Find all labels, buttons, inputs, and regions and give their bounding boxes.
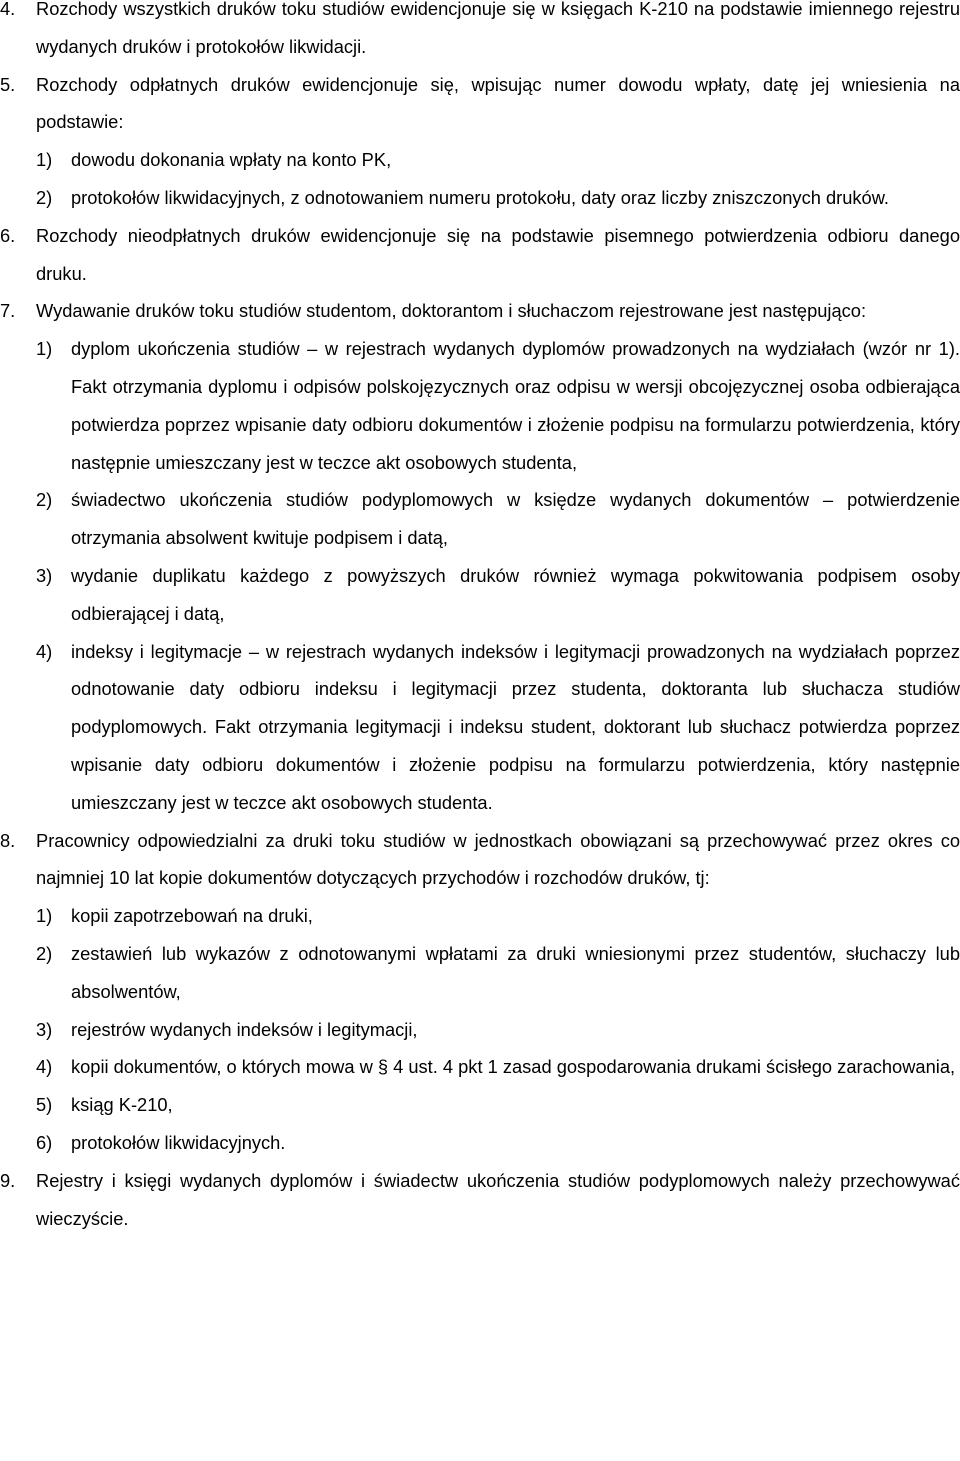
sub-item-number: 2)	[36, 489, 53, 511]
sub-item	[0, 633, 960, 822]
sub-item-text: świadectwo ukończenia studiów podyplomowych w księdze wydanych dokumentów – potwierdzenie otrzymania absolwent kwituje podpisem i datą,	[71, 489, 960, 549]
sub-item-number: 5)	[36, 1094, 53, 1116]
item-text: Pracownicy odpowiedzialni za druki toku studiów w jednostkach obowiązani są przechowywać przez okres co najmniej 10 lat kopie dokumentów dotyczących przychodów i rozchodów druków, tj:	[36, 829, 960, 889]
sub-item-number: 3)	[36, 564, 53, 586]
list-item-9	[0, 1162, 960, 1238]
sub-item-number: 6)	[36, 1131, 53, 1153]
sub-item-text: zestawień lub wykazów z odnotowanymi wpłatami za druki wniesionymi przez studentów, słuchaczy lub absolwentów,	[71, 942, 960, 1002]
sub-item	[0, 1048, 960, 1086]
sub-item	[0, 897, 960, 935]
sub-item	[0, 935, 960, 1011]
list-item-4	[0, 0, 960, 66]
sub-item	[0, 1011, 960, 1049]
sub-item-text: dyplom ukończenia studiów – w rejestrach wydanych dyplomów prowadzonych na wydziałach (wzór nr 1). Fakt otrzymania dyplomu i odpisów polskojęzycznych oraz odpisu w wersji obcojęzycznej osoba odbierająca potwierdza poprzez wpisanie daty odbioru dokumentów i złożenie podpisu na formularzu potwierdzenia, który następnie umieszczany jest w teczce akt osobowych studenta,	[71, 338, 960, 473]
sub-item-number: 2)	[36, 186, 53, 208]
sub-item-number: 3)	[36, 1018, 53, 1040]
item-number: 8.	[0, 829, 16, 851]
sub-item-text: protokołów likwidacyjnych.	[71, 1131, 286, 1153]
sub-item-number: 1)	[36, 149, 53, 171]
sub-item-text: ksiąg K-210,	[71, 1094, 173, 1116]
sub-item	[0, 481, 960, 557]
sub-item	[0, 557, 960, 633]
sub-item-number: 1)	[36, 338, 53, 360]
item-text: Rozchody odpłatnych druków ewidencjonuje się, wpisując numer dowodu wpłaty, datę jej wniesienia na podstawie:	[36, 73, 960, 133]
sub-item-text: protokołów likwidacyjnych, z odnotowaniem numeru protokołu, daty oraz liczby zniszczonych druków.	[71, 186, 889, 208]
sub-item-text: kopii zapotrzebowań na druki,	[71, 905, 313, 927]
list-item-6	[0, 217, 960, 293]
sub-item	[0, 1124, 960, 1162]
sub-item	[0, 141, 960, 179]
item-number: 6.	[0, 224, 16, 246]
sub-item-number: 4)	[36, 1056, 53, 1078]
sub-item-text: indeksy i legitymacje – w rejestrach wydanych indeksów i legitymacji prowadzonych na wydziałach poprzez odnotowanie daty odbioru indeksu i legitymacji przez studenta, doktoranta lub słuchacza studiów podyplomowych. Fakt otrzymania legitymacji i indeksu student, doktorant lub słuchacz potwierdza poprzez wpisanie daty odbioru dokumentów i złożenie podpisu na formularzu potwierdzenia, który następnie umieszczany jest w teczce akt osobowych studenta.	[71, 640, 960, 813]
item-text: Rozchody nieodpłatnych druków ewidencjonuje się na podstawie pisemnego potwierdzenia odbioru danego druku.	[36, 224, 960, 284]
sub-item-text: wydanie duplikatu każdego z powyższych druków również wymaga pokwitowania podpisem osoby odbierającej i datą,	[71, 564, 960, 624]
item-text: Rozchody wszystkich druków toku studiów ewidencjonuje się w księgach K-210 na podstawie imiennego rejestru wydanych druków i protokołów likwidacji.	[36, 0, 960, 57]
sub-item-number: 1)	[36, 905, 53, 927]
list-item-8	[0, 822, 960, 898]
sub-item-text: rejestrów wydanych indeksów i legitymacji,	[71, 1018, 418, 1040]
item-text: Rejestry i księgi wydanych dyplomów i świadectw ukończenia studiów podyplomowych należy przechowywać wieczyście.	[36, 1169, 960, 1229]
list-item-5	[0, 66, 960, 142]
sub-item-number: 2)	[36, 942, 53, 964]
item-number: 9.	[0, 1169, 16, 1191]
sub-item-text: kopii dokumentów, o których mowa w § 4 ust. 4 pkt 1 zasad gospodarowania drukami ścisłego zarachowania,	[71, 1056, 956, 1078]
item-number: 5.	[0, 73, 16, 95]
sub-item	[0, 179, 960, 217]
sub-item-text: dowodu dokonania wpłaty na konto PK,	[71, 149, 392, 171]
sub-item	[0, 330, 960, 481]
list-item-7	[0, 292, 960, 330]
sub-item-number: 4)	[36, 640, 53, 662]
sub-item	[0, 1086, 960, 1124]
item-number: 7.	[0, 300, 16, 322]
item-text: Wydawanie druków toku studiów studentom, doktorantom i słuchaczom rejestrowane jest następująco:	[36, 300, 867, 322]
item-number: 4.	[0, 0, 16, 19]
